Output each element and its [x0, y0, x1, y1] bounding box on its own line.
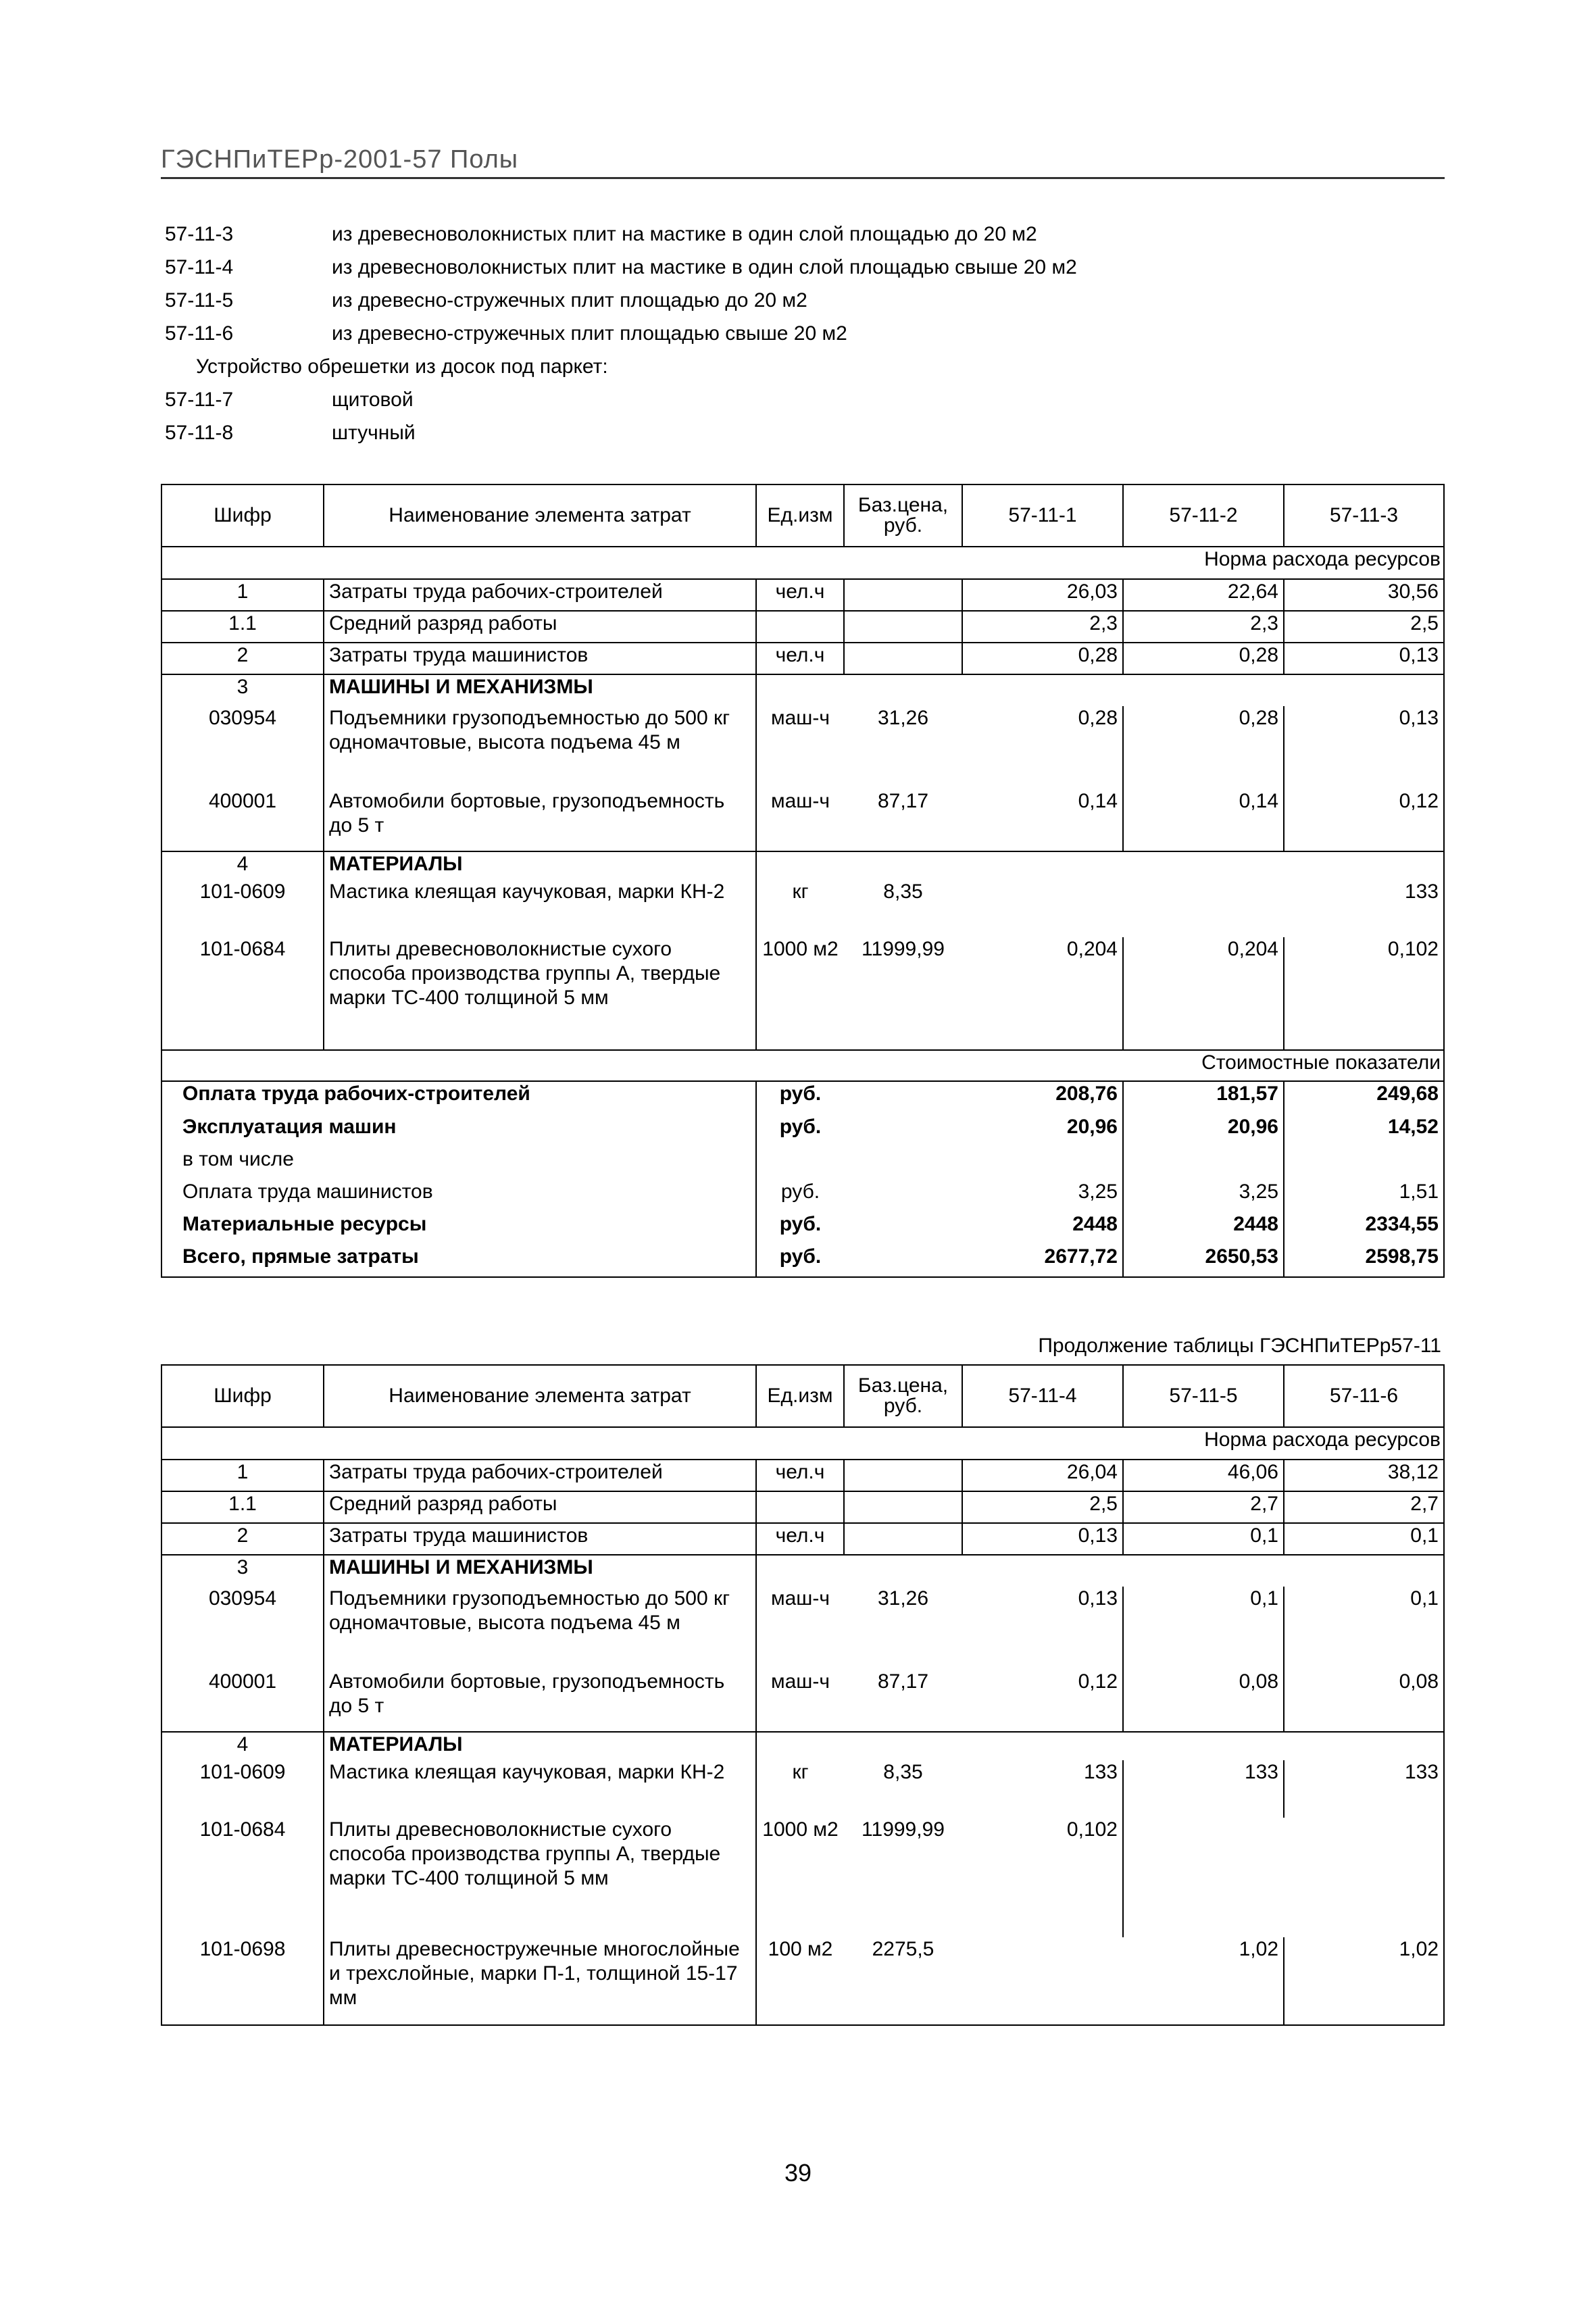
section-row [161, 674, 1444, 706]
cost-v3: 2598,75 [1284, 1245, 1444, 1277]
row-code: 2 [161, 1523, 324, 1555]
row-name: Подъемники грузоподъемностью до 500 кг одномачтовые, высота подъема 45 м [324, 706, 756, 789]
intro-list [161, 223, 1445, 455]
intro-text: из древесноволокнистых плит на мастике в один слой площадью до 20 м2 [332, 223, 1037, 245]
row-v2: 22,64 [1123, 579, 1284, 611]
empty-cell [756, 1555, 844, 1587]
row-code: 101-0609 [161, 1760, 324, 1818]
table-row [161, 579, 1444, 611]
row-code: 1 [161, 579, 324, 611]
row-code: 1.1 [161, 1491, 324, 1523]
row-unit: кг [756, 880, 844, 937]
row-price: 8,35 [883, 880, 923, 903]
cost-name: в том числе [161, 1147, 756, 1180]
empty-cell [1123, 674, 1284, 706]
cost-name: Оплата труда машинистов [161, 1180, 756, 1212]
row-v2 [1123, 880, 1284, 937]
cost-unit: руб. [756, 1081, 844, 1115]
empty-cell [844, 1245, 962, 1277]
resource-table-1 [161, 484, 1445, 1278]
cost-row [161, 1115, 1444, 1147]
empty-cell [844, 1180, 962, 1212]
row-v2: 0,1 [1123, 1523, 1284, 1555]
row-price [844, 579, 962, 611]
row-code: 1 [161, 1460, 324, 1491]
empty-cell [962, 851, 1123, 880]
cost-v3: 14,52 [1284, 1115, 1444, 1147]
row-v3: 0,12 [1284, 789, 1444, 851]
row-price [844, 643, 962, 674]
row-price: 11999,99 [862, 1818, 945, 1841]
row-unit: чел.ч [756, 1460, 844, 1491]
header-price-line1: Баз.цена, [857, 1374, 949, 1397]
row-v3: 133 [1284, 880, 1444, 937]
row-v1: 0,13 [962, 1587, 1123, 1670]
header-code: Шифр [161, 484, 324, 547]
row-price: 87,17 [844, 1670, 962, 1732]
row-v2: 133 [1123, 1760, 1284, 1818]
header-rule [161, 177, 1445, 179]
header-col2: 57-11-5 [1123, 1365, 1284, 1427]
table-row [161, 611, 1444, 643]
table-header-row [161, 484, 1444, 547]
table-row [161, 643, 1444, 674]
table-header-row [161, 1365, 1444, 1427]
empty-cell [756, 1732, 844, 1760]
row-v3 [1284, 1818, 1444, 1937]
row-code: 030954 [161, 706, 324, 789]
row-name: Средний разряд работы [324, 611, 756, 643]
intro-text: из древесно-стружечных плит площадью свыше 20 м2 [332, 322, 847, 345]
cost-v2 [1123, 1147, 1284, 1180]
row-v1: 0,12 [962, 1670, 1123, 1732]
row-name: МАТЕРИАЛЫ [324, 1732, 756, 1760]
row-v1 [962, 1937, 1123, 2025]
row-price: 11999,99 [844, 937, 962, 1050]
row-price [844, 611, 962, 643]
row-v3: 0,13 [1284, 706, 1444, 789]
cost-v2: 20,96 [1123, 1115, 1284, 1147]
table-row [161, 1818, 1444, 1937]
cost-unit: руб. [756, 1212, 844, 1245]
row-v2: 0,14 [1123, 789, 1284, 851]
header-unit: Ед.изм [756, 484, 844, 547]
cost-v2: 181,57 [1123, 1081, 1284, 1115]
row-code: 3 [161, 1555, 324, 1587]
row-name: Средний разряд работы [324, 1491, 756, 1523]
header-name: Наименование элемента затрат [324, 484, 756, 547]
row-name: Затраты труда рабочих-строителей [324, 1460, 756, 1491]
empty-cell [844, 1212, 962, 1245]
row-unit: чел.ч [756, 1523, 844, 1555]
cost-v1: 3,25 [962, 1180, 1123, 1212]
cost-name: Всего, прямые затраты [161, 1245, 756, 1277]
row-unit: маш-ч [756, 1587, 844, 1670]
cost-v1 [962, 1147, 1123, 1180]
cost-unit [756, 1147, 844, 1180]
header-unit: Ед.изм [756, 1365, 844, 1427]
header-code: Шифр [161, 1365, 324, 1427]
cost-v3 [1284, 1147, 1444, 1180]
cost-name: Материальные ресурсы [161, 1212, 756, 1245]
cost-name: Оплата труда рабочих-строителей [161, 1081, 756, 1115]
empty-cell [962, 1555, 1123, 1587]
row-unit: 100 м2 [756, 1937, 844, 2025]
cost-unit: руб. [756, 1115, 844, 1147]
cost-v2: 2448 [1123, 1212, 1284, 1245]
header-price-line2: руб. [883, 1395, 923, 1417]
row-name: Затраты труда рабочих-строителей [324, 579, 756, 611]
cost-row [161, 1245, 1444, 1277]
intro-code: 57-11-6 [165, 322, 234, 345]
cost-label-row [161, 1050, 1444, 1081]
empty-cell [844, 1115, 962, 1147]
row-name: Плиты древесностружечные многослойные и трехслойные, марки П-1, толщиной 15-17 мм [324, 1937, 756, 2025]
row-code: 3 [161, 674, 324, 706]
row-name: Мастика клеящая каучуковая, марки КН-2 [324, 1760, 756, 1818]
row-v3: 30,56 [1284, 579, 1444, 611]
row-v2: 0,08 [1123, 1670, 1284, 1732]
table-row [161, 1937, 1444, 2025]
intro-text: из древесно-стружечных плит площадью до 20 м2 [332, 289, 807, 312]
row-price: 2275,5 [844, 1937, 962, 2025]
row-unit: кг [756, 1760, 844, 1818]
empty-cell [844, 674, 962, 706]
row-unit: 1000 м2 [756, 1818, 844, 1937]
row-v2: 2,3 [1123, 611, 1284, 643]
empty-cell [1284, 1732, 1444, 1760]
row-v3: 0,1 [1284, 1523, 1444, 1555]
row-unit [756, 611, 844, 643]
intro-item [161, 289, 1445, 322]
table-row [161, 1491, 1444, 1523]
row-code: 1.1 [161, 611, 324, 643]
table-row [161, 937, 1444, 1050]
intro-section [161, 355, 1445, 389]
table-row [161, 706, 1444, 789]
intro-item [161, 389, 1445, 422]
row-code: 2 [161, 643, 324, 674]
row-code: 4 [161, 851, 324, 880]
header-price-line2: руб. [883, 514, 923, 537]
empty-cell [844, 851, 962, 880]
row-unit: чел.ч [756, 643, 844, 674]
row-price [844, 1491, 962, 1523]
row-unit: чел.ч [756, 579, 844, 611]
row-v1: 2,3 [962, 611, 1123, 643]
row-code: 101-0684 [161, 1818, 324, 1937]
row-name: Плиты древесноволокнистые сухого способа производства группы А, твердые марки ТС-400 толщиной 5 мм [324, 937, 756, 1050]
row-v2: 1,02 [1123, 1937, 1284, 2025]
section-row [161, 1732, 1444, 1760]
table-row [161, 880, 1444, 937]
row-v2: 46,06 [1123, 1460, 1284, 1491]
row-name: Затраты труда машинистов [324, 643, 756, 674]
row-v3: 0,08 [1284, 1670, 1444, 1732]
header-col2: 57-11-2 [1123, 484, 1284, 547]
row-price: 31,26 [877, 1587, 929, 1610]
cost-v1: 2677,72 [962, 1245, 1123, 1277]
row-v3: 0,13 [1284, 643, 1444, 674]
row-v1: 26,04 [962, 1460, 1123, 1491]
intro-text: из древесноволокнистых плит на мастике в один слой площадью свыше 20 м2 [332, 256, 1077, 278]
section-row [161, 1555, 1444, 1587]
empty-cell [1284, 674, 1444, 706]
header-price [844, 484, 962, 547]
empty-cell [1123, 1732, 1284, 1760]
row-v3: 133 [1284, 1760, 1444, 1818]
cost-unit: руб. [756, 1245, 844, 1277]
row-v3: 2,5 [1284, 611, 1444, 643]
table-row [161, 1523, 1444, 1555]
row-v2: 0,1 [1123, 1587, 1284, 1670]
row-v2: 2,7 [1123, 1491, 1284, 1523]
row-v1: 0,13 [962, 1523, 1123, 1555]
norm-label-row [161, 1427, 1444, 1460]
intro-text: щитовой [332, 389, 414, 411]
intro-item [161, 256, 1445, 289]
row-v1: 2,5 [962, 1491, 1123, 1523]
row-name: Автомобили бортовые, грузоподъемность до 5 т [324, 1670, 756, 1732]
intro-item [161, 223, 1445, 256]
row-v1: 0,28 [962, 643, 1123, 674]
header-col3: 57-11-3 [1284, 484, 1444, 547]
row-v3: 38,12 [1284, 1460, 1444, 1491]
empty-cell [844, 1732, 962, 1760]
header-col3: 57-11-6 [1284, 1365, 1444, 1427]
cost-row [161, 1212, 1444, 1245]
intro-code: 57-11-5 [165, 289, 234, 312]
empty-cell [1123, 1555, 1284, 1587]
intro-code: 57-11-7 [165, 389, 234, 411]
intro-item [161, 422, 1445, 455]
empty-cell [844, 1555, 962, 1587]
row-unit: маш-ч [756, 1670, 844, 1732]
row-v3: 0,102 [1284, 937, 1444, 1050]
cost-name: Эксплуатация машин [161, 1115, 756, 1147]
row-price: 31,26 [877, 707, 929, 729]
header-name: Наименование элемента затрат [324, 1365, 756, 1427]
norm-label: Норма расхода ресурсов [161, 1427, 1444, 1460]
row-v1: 26,03 [962, 579, 1123, 611]
row-price [844, 1523, 962, 1555]
row-name: МАШИНЫ И МЕХАНИЗМЫ [324, 674, 756, 706]
cost-label: Стоимостные показатели [161, 1050, 1444, 1081]
section-row [161, 851, 1444, 880]
row-code: 400001 [161, 789, 324, 851]
cost-v2: 3,25 [1123, 1180, 1284, 1212]
cost-v3: 1,51 [1284, 1180, 1444, 1212]
continuation-label: Продолжение таблицы ГЭСНПиТЕРр57-11 [1038, 1335, 1441, 1357]
row-unit: маш-ч [756, 789, 844, 851]
row-name: Подъемники грузоподъемностью до 500 кг одномачтовые, высота подъема 45 м [324, 1587, 756, 1670]
row-v1: 0,102 [962, 1818, 1123, 1937]
row-unit: 1000 м2 [756, 937, 844, 1050]
header-price [844, 1365, 962, 1427]
row-code: 4 [161, 1732, 324, 1760]
intro-item [161, 322, 1445, 355]
table-row [161, 1587, 1444, 1670]
cost-v2: 2650,53 [1123, 1245, 1284, 1277]
cost-row [161, 1147, 1444, 1180]
empty-cell [1284, 851, 1444, 880]
row-code: 101-0684 [161, 937, 324, 1050]
cost-row [161, 1081, 1444, 1115]
row-v2 [1123, 1818, 1284, 1937]
cost-v3: 2334,55 [1284, 1212, 1444, 1245]
resource-table-2 [161, 1364, 1445, 2026]
intro-section-title: Устройство обрешетки из досок под паркет: [196, 355, 608, 378]
intro-code: 57-11-3 [165, 223, 234, 245]
cost-v1: 208,76 [962, 1081, 1123, 1115]
row-name: МАТЕРИАЛЫ [324, 851, 756, 880]
row-v1: 133 [962, 1760, 1123, 1818]
empty-cell [844, 1147, 962, 1180]
row-v3: 2,7 [1284, 1491, 1444, 1523]
empty-cell [962, 674, 1123, 706]
row-code: 101-0698 [161, 1937, 324, 2025]
row-price: 8,35 [883, 1761, 923, 1783]
header-col1: 57-11-4 [962, 1365, 1123, 1427]
row-v3: 0,1 [1284, 1587, 1444, 1670]
norm-label-row [161, 547, 1444, 579]
row-unit [756, 1491, 844, 1523]
row-code: 030954 [161, 1587, 324, 1670]
intro-text: штучный [332, 422, 416, 444]
empty-cell [756, 674, 844, 706]
row-code: 400001 [161, 1670, 324, 1732]
empty-cell [962, 1732, 1123, 1760]
row-v1: 0,28 [962, 706, 1123, 789]
row-v3: 1,02 [1284, 1937, 1444, 2025]
row-v1: 0,204 [962, 937, 1123, 1050]
empty-cell [1284, 1555, 1444, 1587]
row-unit: маш-ч [756, 706, 844, 789]
row-price [844, 1460, 962, 1491]
table-row [161, 789, 1444, 851]
row-v2: 0,28 [1123, 706, 1284, 789]
empty-cell [756, 851, 844, 880]
header-price-line1: Баз.цена, [857, 494, 949, 516]
cost-unit: руб. [756, 1180, 844, 1212]
intro-code: 57-11-8 [165, 422, 234, 444]
cost-row [161, 1180, 1444, 1212]
cost-v1: 2448 [962, 1212, 1123, 1245]
header-col1: 57-11-1 [962, 484, 1123, 547]
row-name: Мастика клеящая каучуковая, марки КН-2 [324, 880, 756, 937]
table-row [161, 1460, 1444, 1491]
row-v2: 0,204 [1123, 937, 1284, 1050]
row-price: 87,17 [844, 789, 962, 851]
row-v1 [962, 880, 1123, 937]
row-code: 101-0609 [161, 880, 324, 937]
row-v1: 0,14 [962, 789, 1123, 851]
norm-label: Норма расхода ресурсов [161, 547, 1444, 579]
row-v2: 0,28 [1123, 643, 1284, 674]
cost-v1: 20,96 [962, 1115, 1123, 1147]
empty-cell [1123, 851, 1284, 880]
row-name: Плиты древесноволокнистые сухого способа производства группы А, твердые марки ТС-400 толщиной 5 мм [324, 1818, 756, 1937]
page-number: 39 [784, 2159, 812, 2187]
row-name: Автомобили бортовые, грузоподъемность до 5 т [324, 789, 756, 851]
intro-code: 57-11-4 [165, 256, 234, 278]
row-name: Затраты труда машинистов [324, 1523, 756, 1555]
page-header: ГЭСНПиТЕРр-2001-57 Полы [161, 145, 519, 174]
table-row [161, 1760, 1444, 1818]
table-row [161, 1670, 1444, 1732]
empty-cell [844, 1081, 962, 1115]
cost-v3: 249,68 [1284, 1081, 1444, 1115]
row-name: МАШИНЫ И МЕХАНИЗМЫ [324, 1555, 756, 1587]
